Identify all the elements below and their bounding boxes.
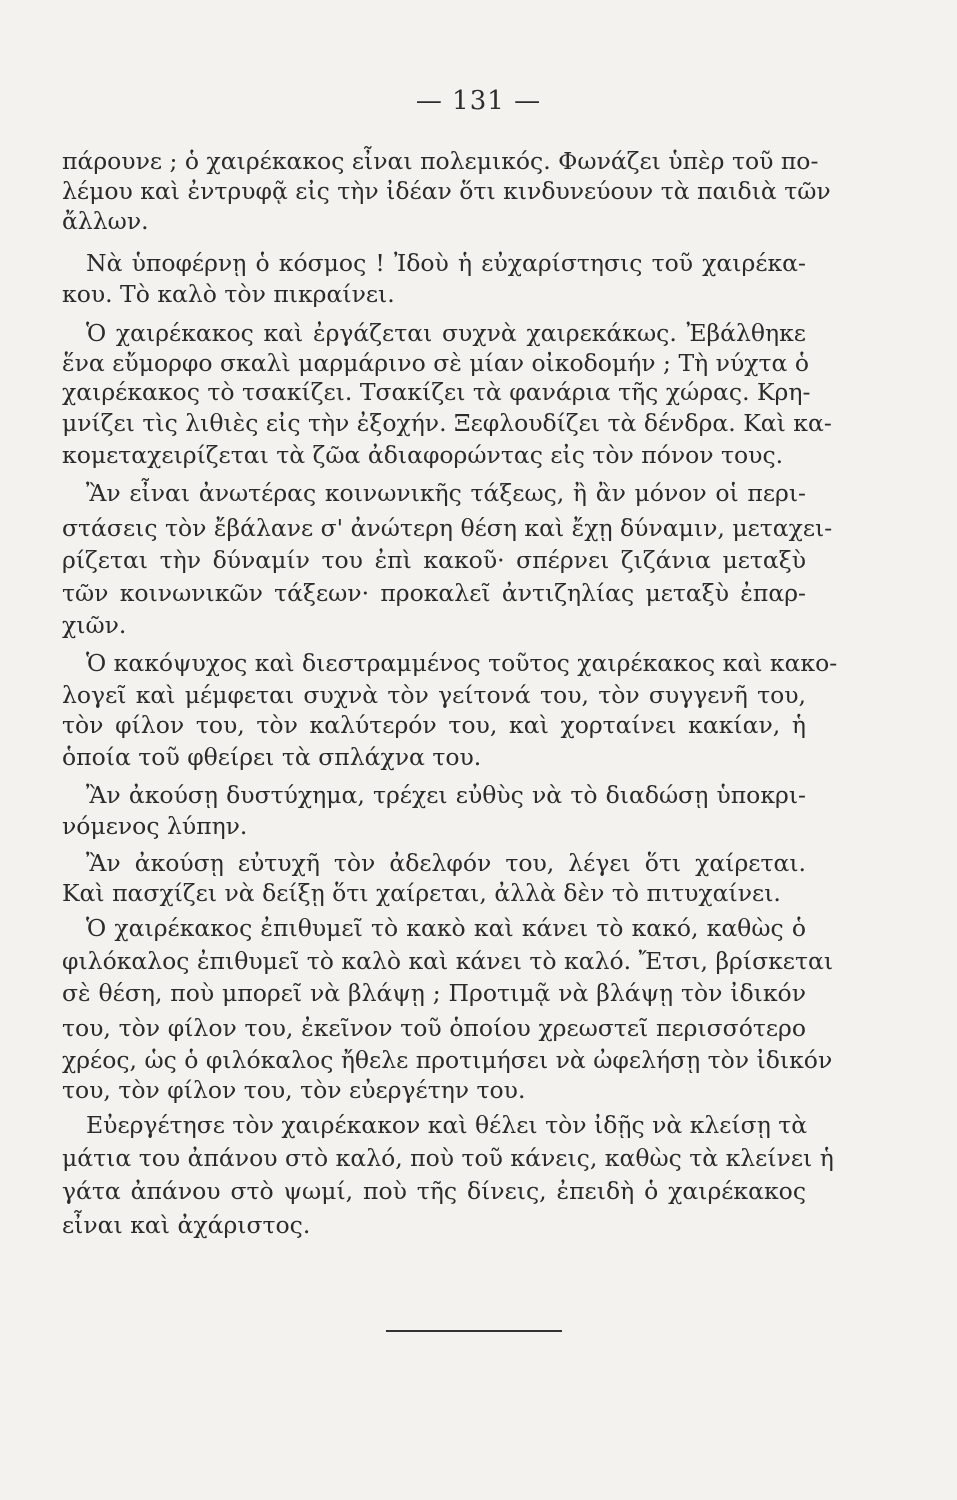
text-line: ἕνα εὔμορφο σκαλὶ μαρμάρινο σὲ μίαν οἰκοδομήν ; Τὴ νύχτα ὁ	[62, 349, 809, 377]
text-line: μάτια του ἀπάνου στὸ καλό, ποὺ τοῦ κάνεις, καθὼς τὰ κλείνει ἡ	[62, 1144, 834, 1172]
text-line: εἶναι καὶ ἀχάριστος.	[62, 1211, 311, 1239]
text-line: Ἂν ἀκούσῃ εὐτυχῆ τὸν ἀδελφόν του, λέγει ὅτι χαίρεται.	[86, 849, 806, 877]
text-line: πάρουνε ; ὁ χαιρέκακος εἶναι πολεμικός. Φωνάζει ὑπὲρ τοῦ πο-	[62, 147, 819, 175]
text-line: Νὰ ὑποφέρνῃ ὁ κόσμος ! Ἰδοὺ ἡ εὐχαρίστησις τοῦ χαιρέκα-	[86, 249, 806, 277]
text-line: σὲ θέση, ποὺ μπορεῖ νὰ βλάψῃ ; Προτιμᾷ νὰ βλάψῃ τὸν ἰδικόν	[62, 979, 806, 1007]
text-line: Ὁ χαιρέκακος ἐπιθυμεῖ τὸ κακὸ καὶ κάνει τὸ κακό, καθὼς ὁ	[86, 914, 806, 942]
page-number: — 131 —	[415, 86, 542, 116]
text-line: νόμενος λύπην.	[62, 812, 248, 840]
text-line: Ὁ κακόψυχος καὶ διεστραμμένος τοῦτος χαιρέκακος καὶ κακο-	[86, 649, 838, 677]
text-line: χαιρέκακος τὸ τσακίζει. Τσακίζει τὰ φανάρια τῆς χώρας. Κρη-	[62, 378, 811, 406]
text-line: στάσεις τὸν ἔβάλανε σ' ἀνώτερη θέση καὶ ἔχῃ δύναμιν, μεταχει-	[62, 514, 833, 542]
text-line: κου. Τὸ καλὸ τὸν πικραίνει.	[62, 280, 395, 308]
text-line: του, τὸν φίλον του, τὸν εὐεργέτην του.	[62, 1076, 526, 1104]
text-line: τὸν φίλον του, τὸν καλύτερόν του, καὶ χορταίνει κακίαν, ἡ	[62, 711, 806, 739]
text-line: χρέος, ὡς ὁ φιλόκαλος ἤθελε προτιμήσει νὰ ὠφελήσῃ τὸν ἰδικόν	[62, 1046, 833, 1074]
text-line: Ἂν εἶναι ἀνωτέρας κοινωνικῆς τάξεως, ἢ ἂν μόνον οἱ περι-	[86, 479, 806, 507]
text-line: λογεῖ καὶ μέμφεται συχνὰ τὸν γείτονά του, τὸν συγγενῆ του,	[62, 681, 806, 709]
text-line: τῶν κοινωνικῶν τάξεων· προκαλεῖ ἀντιζηλίας μεταξὺ ἐπαρ-	[62, 579, 806, 607]
text-line: χιῶν.	[62, 611, 127, 639]
text-line: Ἂν ἀκούσῃ δυστύχημα, τρέχει εὐθὺς νὰ τὸ διαδώσῃ ὑποκρι-	[86, 781, 806, 809]
text-line: ἄλλων.	[62, 207, 149, 235]
text-line: κομεταχειρίζεται τὰ ζῶα ἀδιαφορώντας εἰς τὸν πόνον τους.	[62, 441, 784, 469]
text-line: Ὁ χαιρέκακος καὶ ἐργάζεται συχνὰ χαιρεκάκως. Ἐβάλθηκε	[86, 319, 806, 347]
text-line: φιλόκαλος ἐπιθυμεῖ τὸ καλὸ καὶ κάνει τὸ καλό. Ἔτσι, βρίσκεται	[62, 947, 834, 975]
text-line: ρίζεται τὴν δύναμίν του ἐπὶ κακοῦ· σπέρνει ζιζάνια μεταξὺ	[62, 546, 806, 574]
text-line: λέμου καὶ ἐντρυφᾷ εἰς τὴν ἰδέαν ὅτι κινδυνεύουν τὰ παιδιὰ τῶν	[62, 177, 831, 205]
text-line: μνίζει τὶς λιθιὲς εἰς τὴν ἐξοχήν. Ξεφλουδίζει τὰ δένδρα. Καὶ κα-	[62, 409, 832, 437]
text-line: του, τὸν φίλον του, ἐκεῖνον τοῦ ὁποίου χρεωστεῖ περισσότερο	[62, 1014, 806, 1042]
text-line: γάτα ἀπάνου στὸ ψωμί, ποὺ τῆς δίνεις, ἐπειδὴ ὁ χαιρέκακος	[62, 1177, 806, 1205]
end-rule	[386, 1330, 562, 1332]
text-line: Εὐεργέτησε τὸν χαιρέκακον καὶ θέλει τὸν ἰδῇς νὰ κλείσῃ τὰ	[86, 1111, 808, 1139]
text-line: Καὶ πασχίζει νὰ δείξῃ ὅτι χαίρεται, ἀλλὰ δὲν τὸ πιτυχαίνει.	[62, 879, 781, 907]
text-line: ὁποία τοῦ φθείρει τὰ σπλάχνα του.	[62, 743, 482, 771]
